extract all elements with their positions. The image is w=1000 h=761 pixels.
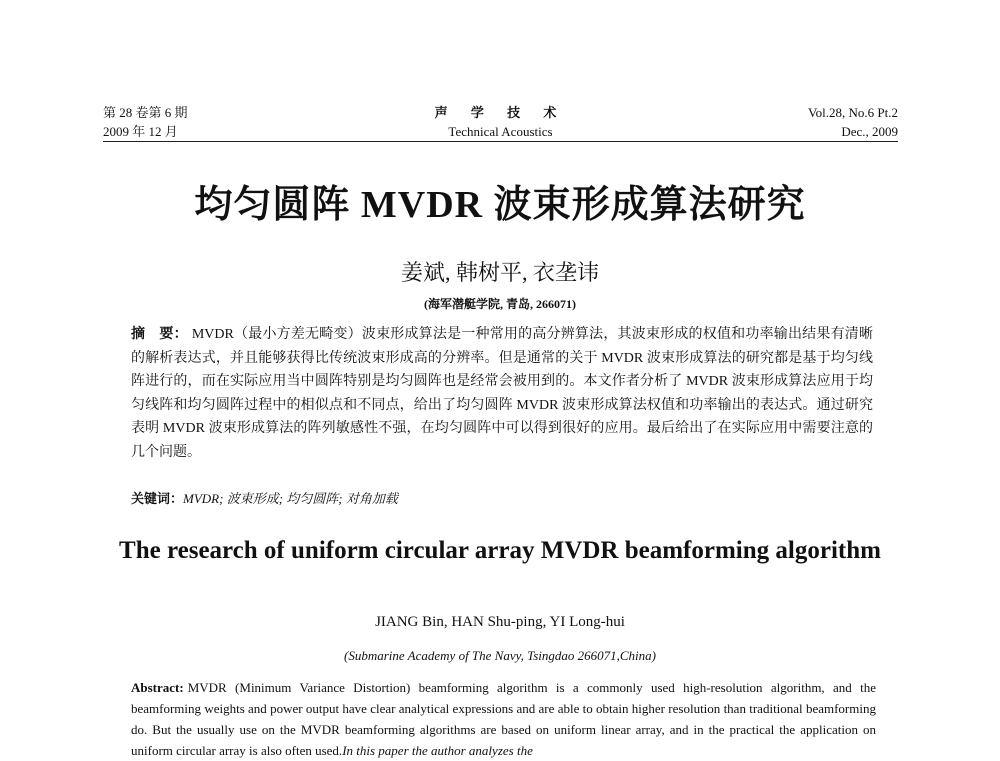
paper-title-cn: 均匀圆阵 MVDR 波束形成算法研究 <box>194 184 806 226</box>
header-right <box>808 103 898 141</box>
abstract-cn-text: MVDR（最小方差无畸变）波束形成算法是一种常用的高分辨算法，其波束形成的权值和功率输出结果有清晰的解析表达式，并且能够获得比传统波束形成高的分辨率。但是通常的关于 MVDR 波束形成算法的研究都是基于均匀线阵进行的，而在实际应用当中圆阵特别是均匀圆阵也是经常会被用到的。本文作者分析了 MVDR 波束形成算法应用于均匀线阵和均匀圆阵过程中的相似点和不同点，给出了均匀圆阵 MVDR 波束形成算法权值和功率输出的表达式。通过研究表明 MVDR 波束形成算法的阵列敏感性不强，在均匀圆阵中可以得到很好的应用。最后给出了在实际应用中需要注意的几个问题。 <box>131 327 874 460</box>
keywords-cn-label: 关键词： <box>131 491 184 506</box>
journal-name-en: Technical Acoustics <box>448 124 553 139</box>
paper-title-en: The research of uniform circular array MVDR beamforming algorithm <box>119 537 881 564</box>
volume-issue: 第 28 卷第 6 期 <box>103 105 188 120</box>
authors-en: JIANG Bin, HAN Shu-ping, YI Long-hui <box>375 614 625 630</box>
volume-issue-en: Vol.28, No.6 Pt.2 <box>807 105 898 120</box>
abstract-en-label: Abstract: <box>131 680 184 695</box>
affiliation-cn: (海军潜艇学院, 青岛, 266071) <box>424 297 576 311</box>
abstract-en-italic-tail: In this paper the author analyzes the <box>342 743 533 758</box>
issue-date-cn: 2009 年 12 月 <box>103 124 178 139</box>
journal-name-cn: 声 学 技 术 <box>434 105 567 120</box>
journal-header <box>103 103 898 143</box>
affiliation-en: (Submarine Academy of The Navy, Tsingdao 266071,China) <box>344 648 656 663</box>
abstract-en-text: MVDR (Minimum Variance Distortion) beamforming algorithm is a commonly used high-resolution algorithm, and the beamforming weights and power output have clear analytical expressions and are able to obtain higher resolution than traditional beamforming do. But the usually use on the MVDR beamforming algorithms are based on uniform linear array, and in the practical the application on uniform circular array is also often used. <box>131 680 876 758</box>
header-rule <box>103 141 898 142</box>
abstract-cn-label: 摘 要： <box>131 327 188 342</box>
issue-date-en: Dec., 2009 <box>841 124 898 139</box>
abstract-cn <box>131 323 873 465</box>
header-center <box>103 103 898 141</box>
keywords-cn <box>131 488 873 507</box>
abstract-en <box>131 677 876 761</box>
keywords-cn-text: MVDR; 波束形成; 均匀圆阵; 对角加载 <box>183 491 398 506</box>
authors-cn: 姜斌, 韩树平, 衣垄讳 <box>400 260 599 285</box>
